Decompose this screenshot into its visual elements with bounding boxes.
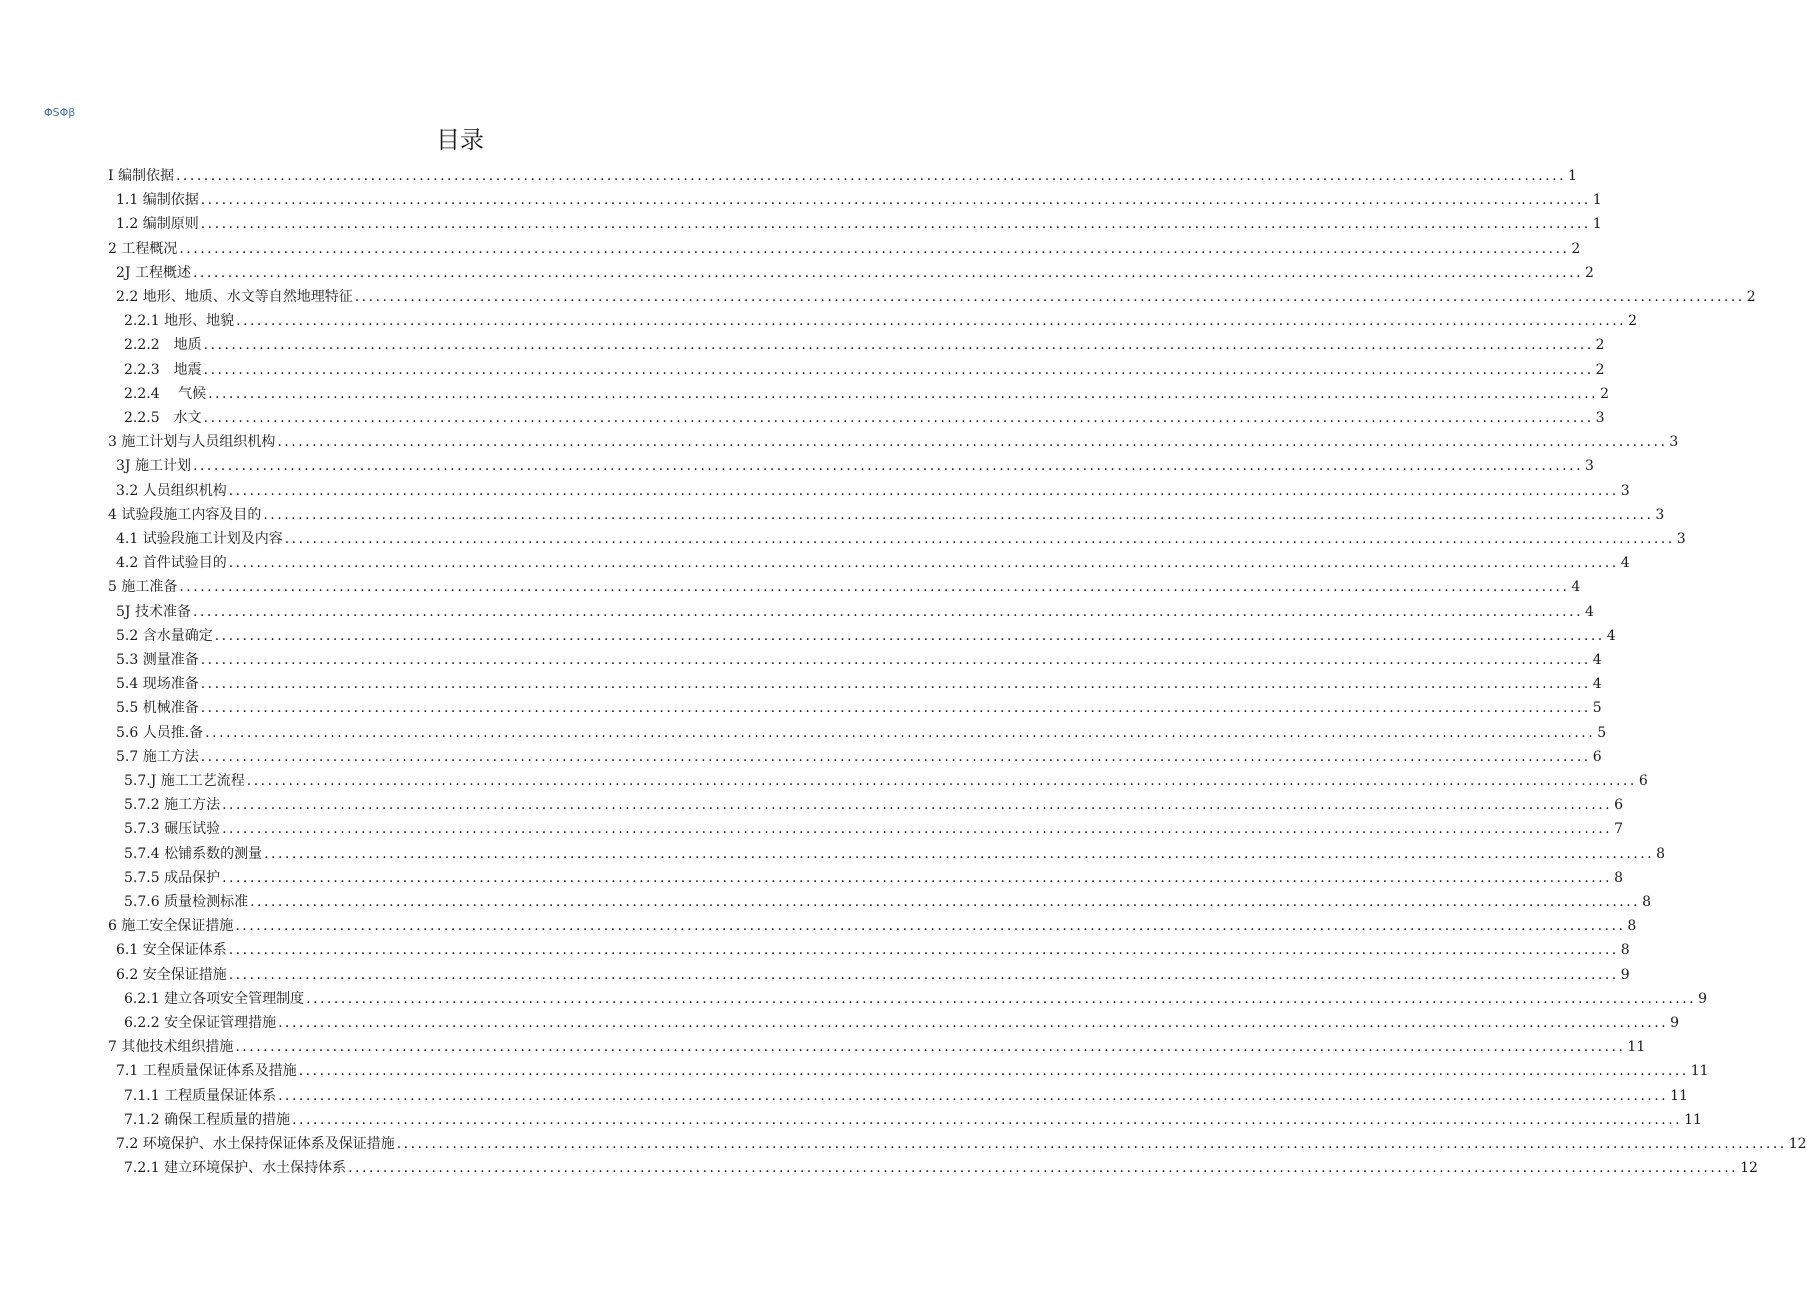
toc-dot-leader: ........................................................................................................................................................................................................ <box>200 748 1591 765</box>
toc-entry[interactable] <box>116 600 1594 624</box>
toc-entry-page: 3 <box>1655 506 1665 523</box>
toc-entry-label: I 编制依据 <box>108 168 174 184</box>
toc-entry-page: 11 <box>1690 1063 1709 1080</box>
toc-dot-leader: ........................................................................................................................................................................................................ <box>200 652 1591 668</box>
toc-entry-label: 7.2 环境保护、水土保持保证体系及保证措施 <box>116 1136 395 1152</box>
toc-title: 目录 <box>436 126 484 154</box>
toc-entry-page: 2 <box>1595 337 1605 354</box>
toc-entry-page: 4 <box>1592 652 1602 668</box>
toc-dot-leader: ........................................................................................................................................................................................................ <box>222 869 1613 886</box>
toc-entry[interactable] <box>124 1156 1758 1180</box>
toc-entry-page: 5 <box>1592 700 1602 717</box>
toc-entry-page: 5 <box>1597 724 1607 741</box>
toc-entry-label: 5.5 机械准备 <box>116 700 199 717</box>
toc-entry-label: 5.3 测量准备 <box>116 652 199 668</box>
toc-entry-page: 2 <box>1595 361 1605 378</box>
toc-dot-leader: ........................................................................................................................................................................................................ <box>278 1015 1669 1031</box>
toc-entry-label: 5.7.4 松铺系数的测量 <box>124 845 263 862</box>
toc-entry-page: 4 <box>1592 676 1602 693</box>
toc-dot-leader: ........................................................................................................................................................................................................ <box>228 966 1619 983</box>
toc-entry-page: 2 <box>1585 264 1594 281</box>
toc-entry[interactable] <box>116 188 1602 212</box>
toc-entry-label: 2.2 地形、地质、水文等自然地理特征 <box>116 289 353 305</box>
toc-entry[interactable] <box>116 1132 1807 1156</box>
toc-entry-label: 4 试验段施工内容及目的 <box>108 506 262 523</box>
toc-entry-page: 8 <box>1614 869 1624 886</box>
toc-entry[interactable] <box>116 963 1630 987</box>
toc-entry[interactable] <box>124 842 1666 866</box>
toc-entry-page: 11 <box>1627 1039 1646 1056</box>
toc-entry-page: 8 <box>1627 918 1637 935</box>
toc-entry-label: 3.2 人员组织机构 <box>116 482 227 499</box>
toc-entry-page: 8 <box>1642 894 1652 910</box>
toc-dot-leader: ........................................................................................................................................................................................................ <box>175 168 1567 184</box>
toc-entry-page: 6 <box>1638 773 1648 789</box>
toc-dot-leader: ........................................................................................................................................................................................................ <box>264 845 1655 862</box>
toc-entry-page: 9 <box>1670 1015 1680 1031</box>
toc-dot-leader: ........................................................................................................................................................................................................ <box>277 434 1668 451</box>
toc-entry-page: 12 <box>1788 1136 1807 1152</box>
toc-entry-label: 5.7.3 碾压试验 <box>124 821 221 838</box>
toc-entry-label: 5.7.2 施工方法 <box>124 797 221 814</box>
toc-entry[interactable] <box>116 454 1594 478</box>
toc-entry-page: 2 <box>1600 385 1610 402</box>
toc-dot-leader: ........................................................................................................................................................................................................ <box>200 192 1591 209</box>
toc-entry-label: 6 施工安全保证措施 <box>108 918 234 935</box>
toc-entry[interactable] <box>116 1059 1709 1083</box>
toc-entry-label: 5J 技术准备 <box>116 603 191 620</box>
toc-entry-page: 7 <box>1614 821 1624 838</box>
toc-entry-label: 2.2.2 地质 <box>124 337 202 354</box>
toc-entry-label: 6.2 安全保证措施 <box>116 966 227 983</box>
toc-entry-label: 3 施工计划与人员组织机构 <box>108 434 276 451</box>
toc-entry-label: 7.2.1 建立环境保护、水土保持体系 <box>124 1160 347 1177</box>
toc-dot-leader: ........................................................................................................................................................................................................ <box>278 1087 1669 1104</box>
toc-entry[interactable] <box>116 285 1756 309</box>
toc-dot-leader: ........................................................................................................................................................................................................ <box>205 724 1596 741</box>
toc-entry-page: 2 <box>1746 289 1756 305</box>
toc-entry-page: 8 <box>1656 845 1666 862</box>
toc-entry[interactable] <box>124 866 1624 890</box>
toc-entry-label: 7.1.2 确保工程质量的措施 <box>124 1111 291 1128</box>
toc-entry-label: 2.2.1 地形、地貌 <box>124 313 235 330</box>
toc-entry-label: 7.1.1 工程质量保证体系 <box>124 1087 277 1104</box>
toc-entry-label: 2 工程概况 <box>108 240 178 257</box>
toc-entry[interactable] <box>124 817 1624 841</box>
toc-dot-leader: ........................................................................................................................................................................................................ <box>298 1063 1689 1080</box>
toc-entry-page: 6 <box>1614 797 1624 814</box>
toc-entry-label: 2.2.4 气候 <box>124 385 207 402</box>
toc-dot-leader: ........................................................................................................................................................................................................ <box>192 264 1584 281</box>
toc-entry[interactable] <box>124 406 1605 430</box>
toc-entry[interactable] <box>124 890 1652 914</box>
toc-entry-label: 3J 施工计划 <box>116 458 191 475</box>
toc-entry[interactable] <box>116 938 1630 962</box>
toc-entry[interactable] <box>124 769 1648 793</box>
toc-entry-page: 3 <box>1620 482 1630 499</box>
toc-entry-page: 4 <box>1606 627 1616 644</box>
toc-dot-leader: ........................................................................................................................................................................................................ <box>235 1039 1626 1056</box>
toc-entry-page: 8 <box>1620 942 1630 959</box>
toc-entry-label: 7.1 工程质量保证体系及措施 <box>116 1063 297 1080</box>
toc-entry[interactable] <box>124 382 1610 406</box>
toc-dot-leader: ........................................................................................................................................................................................................ <box>200 700 1591 717</box>
toc-entry-page: 3 <box>1669 434 1679 451</box>
toc-entry-page: 3 <box>1585 458 1594 475</box>
toc-dot-leader: ........................................................................................................................................................................................................ <box>203 410 1594 426</box>
toc-dot-leader: ........................................................................................................................................................................................................ <box>348 1160 1739 1177</box>
toc-entry-page: 12 <box>1740 1160 1758 1177</box>
toc-entry-page: 4 <box>1571 579 1581 596</box>
toc-dot-leader: ........................................................................................................................................................................................................ <box>203 337 1594 354</box>
toc-entry[interactable] <box>116 672 1602 696</box>
toc-dot-leader: ........................................................................................................................................................................................................ <box>200 676 1591 693</box>
toc-entry-label: 5.4 现场准备 <box>116 676 199 693</box>
toc-dot-leader: ........................................................................................................................................................................................................ <box>246 773 1637 789</box>
toc-entry[interactable] <box>116 624 1616 648</box>
toc-entry-page: 11 <box>1684 1111 1702 1128</box>
toc-entry-page: 4 <box>1620 555 1630 572</box>
toc-entry-label: 5.7.5 成品保护 <box>124 869 221 886</box>
toc-entry[interactable] <box>124 309 1638 333</box>
toc-entry[interactable] <box>124 1084 1688 1108</box>
toc-dot-leader: ........................................................................................................................................................................................................ <box>203 361 1594 378</box>
toc-entry[interactable] <box>108 503 1665 527</box>
toc-entry[interactable] <box>116 551 1630 575</box>
toc-entry-label: 5 施工准备 <box>108 579 178 596</box>
toc-entry-label: 1.1 编制依据 <box>116 192 199 209</box>
toc-entry[interactable] <box>108 575 1581 599</box>
toc-entry-label: 7 其他技术组织措施 <box>108 1039 234 1056</box>
toc-entry[interactable] <box>108 237 1581 261</box>
toc-entry[interactable] <box>124 987 1708 1011</box>
toc-dot-leader: ........................................................................................................................................................................................................ <box>228 942 1619 959</box>
toc-dot-leader: ........................................................................................................................................................................................................ <box>235 918 1626 935</box>
toc-entry-page: 1 <box>1568 168 1577 184</box>
toc-entry-label: 4.1 试验段施工计划及内容 <box>116 531 283 547</box>
toc-entry-label: 2.2.3 地震 <box>124 361 202 378</box>
toc-dot-leader: ........................................................................................................................................................................................................ <box>192 458 1584 475</box>
toc-dot-leader: ........................................................................................................................................................................................................ <box>263 506 1654 523</box>
toc-entry[interactable] <box>108 430 1679 454</box>
toc-entry-label: 6.2.1 建立各项安全管理制度 <box>124 990 305 1007</box>
toc-entry[interactable] <box>116 745 1602 769</box>
toc-entry[interactable] <box>116 261 1594 285</box>
toc-entry[interactable] <box>124 333 1605 357</box>
toc-entry[interactable] <box>116 212 1602 236</box>
toc-entry-label: 5.7 施工方法 <box>116 748 199 765</box>
toc-dot-leader: ........................................................................................................................................................................................................ <box>292 1111 1683 1128</box>
toc-entry[interactable] <box>108 914 1637 938</box>
toc-dot-leader: ........................................................................................................................................................................................................ <box>179 579 1570 596</box>
toc-entry-page: 6 <box>1592 748 1602 765</box>
toc-entry-label: 5.7.J 施工工艺流程 <box>124 773 245 789</box>
toc-entry[interactable] <box>116 648 1602 672</box>
toc-entry-page: 9 <box>1620 966 1630 983</box>
toc-entry[interactable] <box>124 1011 1680 1035</box>
toc-dot-leader: ........................................................................................................................................................................................................ <box>222 797 1613 814</box>
toc-entry-label: 2.2.5 水文 <box>124 410 202 426</box>
toc-entry[interactable] <box>116 527 1686 551</box>
toc-entry-page: 4 <box>1585 603 1594 620</box>
toc-dot-leader: ........................................................................................................................................................................................................ <box>222 821 1613 838</box>
toc-dot-leader: ........................................................................................................................................................................................................ <box>179 240 1570 257</box>
toc-entry[interactable] <box>116 696 1602 720</box>
toc-entry-label: 6.2.2 安全保证管理措施 <box>124 1015 277 1031</box>
toc-dot-leader: ........................................................................................................................................................................................................ <box>228 555 1619 572</box>
toc-entry-label: 2J 工程概述 <box>116 264 191 281</box>
toc-entry[interactable] <box>124 358 1605 382</box>
toc-entry-page: 9 <box>1698 990 1708 1007</box>
toc-dot-leader: ........................................................................................................................................................................................................ <box>306 990 1697 1007</box>
toc-entry-page: 2 <box>1628 313 1638 330</box>
toc-dot-leader: ........................................................................................................................................................................................................ <box>396 1136 1787 1152</box>
toc-dot-leader: ........................................................................................................................................................................................................ <box>284 531 1675 547</box>
toc-entry-label: 1.2 编制原则 <box>116 216 199 233</box>
toc-entry-label: 5.7.6 质量检测标准 <box>124 894 249 910</box>
toc-entry[interactable] <box>108 1035 1646 1059</box>
toc-entry-page: 1 <box>1592 216 1602 233</box>
toc-dot-leader: ........................................................................................................................................................................................................ <box>228 482 1619 499</box>
toc-entry-label: 4.2 首件试验目的 <box>116 555 227 572</box>
toc-entry-page: 3 <box>1595 410 1605 426</box>
toc-entry-label: 5.2 含水量确定 <box>116 627 213 644</box>
toc-entry-label: 6.1 安全保证体系 <box>116 942 227 959</box>
toc-dot-leader: ........................................................................................................................................................................................................ <box>250 894 1641 910</box>
toc-entry-page: 3 <box>1676 531 1686 547</box>
toc-entry-page: 11 <box>1670 1087 1688 1104</box>
toc-entry[interactable] <box>124 1108 1702 1132</box>
toc-dot-leader: ........................................................................................................................................................................................................ <box>354 289 1745 305</box>
toc-dot-leader: ........................................................................................................................................................................................................ <box>236 313 1627 330</box>
toc-entry-page: 1 <box>1592 192 1602 209</box>
toc-entry-page: 2 <box>1571 240 1581 257</box>
toc-dot-leader: ........................................................................................................................................................................................................ <box>192 603 1584 620</box>
toc-entry[interactable] <box>124 793 1624 817</box>
toc-dot-leader: ........................................................................................................................................................................................................ <box>214 627 1605 644</box>
toc-dot-leader: ........................................................................................................................................................................................................ <box>200 216 1591 233</box>
toc-entry[interactable] <box>108 164 1577 188</box>
toc-entry[interactable] <box>116 479 1630 503</box>
header-mark: ΦSΦβ <box>44 106 76 119</box>
toc-dot-leader: ........................................................................................................................................................................................................ <box>208 385 1599 402</box>
toc-entry-label: 5.6 人员推.备 <box>116 724 204 741</box>
toc-entry[interactable] <box>116 721 1607 745</box>
